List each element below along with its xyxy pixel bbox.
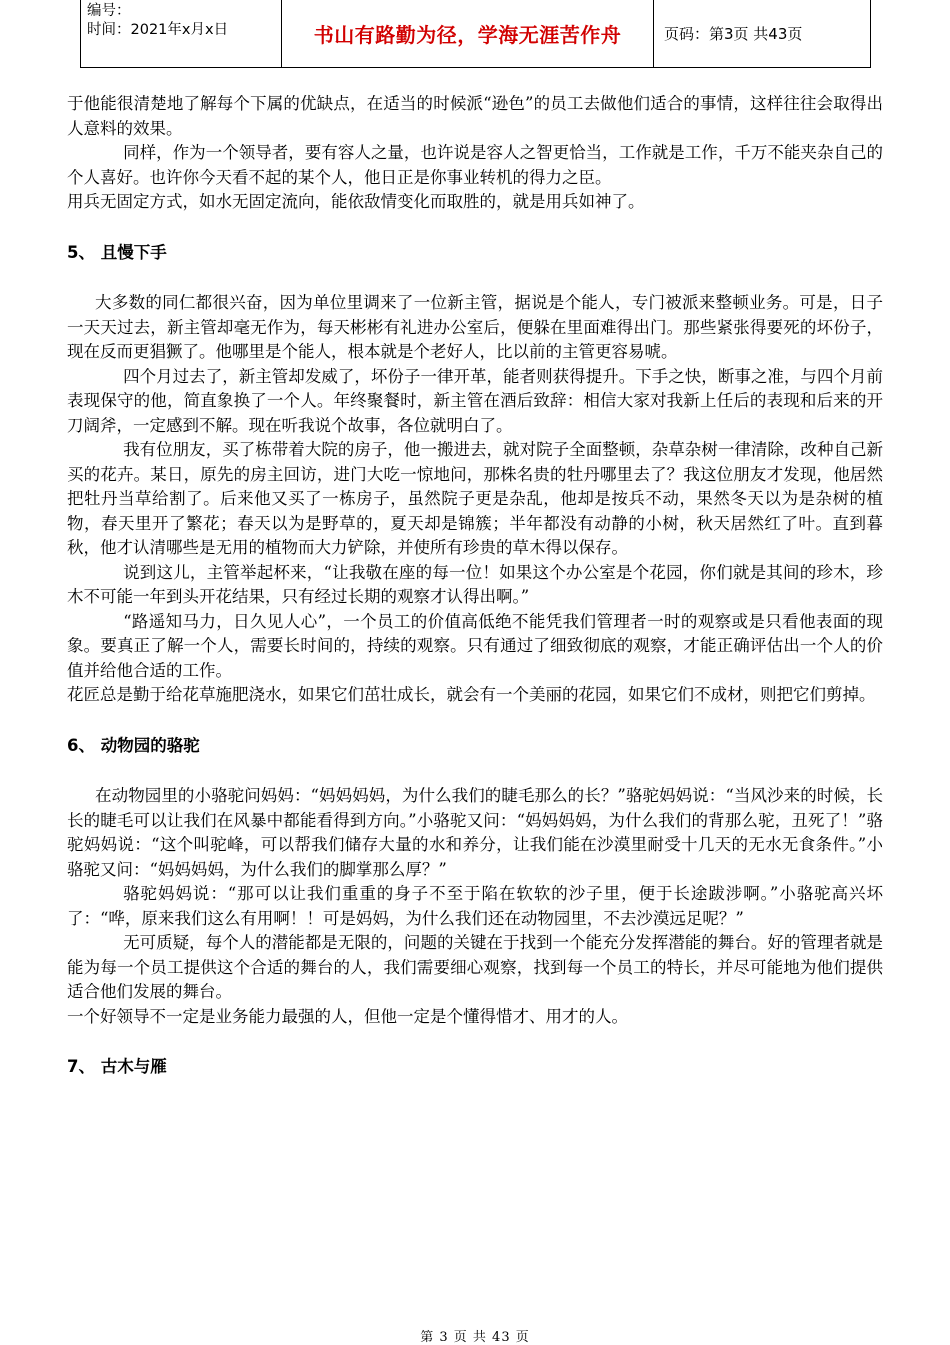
paragraph: 大多数的同仁都很兴奋，因为单位里调来了一位新主管，据说是个能人，专门被派来整顿业务。可是，日子一天天过去，新主管却毫无作为，每天彬彬有礼进办公室后，便躲在里面难得出门。那些紧张得要死的坏份子，现在反而更猖獗了。他哪里是个能人，根本就是个老好人，比以前的主管更容易唬。 <box>67 293 883 361</box>
header-page-info-cell <box>654 0 870 67</box>
number-label: 编号： <box>87 3 131 19</box>
page-info: 页码：第3页 共43页 <box>664 25 803 43</box>
paragraph: 无可质疑，每个人的潜能都是无限的，问题的关键在于找到一个能充分发挥潜能的舞台。好的管理者就是能为每一个员工提供这个合适的舞台的人，我们需要细心观察，找到每一个员工的特长，并尽可能地为他们提供适合他们发展的舞台。 <box>67 933 883 1001</box>
paragraph: 四个月过去了，新主管却发威了，坏份子一律开革，能者则获得提升。下手之快，断事之准，与四个月前表现保守的他，简直象换了一个人。年终聚餐时，新主管在酒后致辞：相信大家对我新上任后的表现和后来的开刀阔斧，一定感到不解。现在听我说个故事，各位就明白了。 <box>67 366 883 435</box>
header-motto-cell <box>282 0 654 67</box>
paragraph: 说到这儿，主管举起杯来，“让我敬在座的每一位！如果这个办公室是个花园，你们就是其间的珍木，珍木不可能一年到头开花结果，只有经过长期的观察才认得出啊。” <box>67 562 883 606</box>
document-body <box>67 92 883 1106</box>
paragraph: 花匠总是勤于给花草施肥浇水，如果它们茁壮成长，就会有一个美丽的花园，如果它们不成材，则把它们剪掉。 <box>67 685 876 704</box>
paragraph: 骆驼妈妈说：“那可以让我们重重的身子不至于陷在软软的沙子里，便于长途跋涉啊。”小骆驼高兴坏了：“哗，原来我们这么有用啊！！可是妈妈，为什么我们还在动物园里，不去沙漠远足呢？” <box>67 884 883 928</box>
section-heading: 5、 且慢下手 <box>67 242 167 262</box>
page-footer: 第 3 页 共 43 页 <box>420 1330 530 1345</box>
time-label: 时间：2021年x月x日 <box>87 22 229 38</box>
section-heading: 6、 动物园的骆驼 <box>67 735 200 755</box>
header-meta <box>81 0 282 67</box>
paragraph: 同样，作为一个领导者，要有容人之量，也许说是容人之智更恰当，工作就是工作，千万不能夹杂自己的个人喜好。也许你今天看不起的某个人，他日正是你事业转机的得力之臣。 <box>67 143 883 187</box>
paragraph: “路遥知马力，日久见人心”，一个员工的价值高低绝不能凭我们管理者一时的观察或是只看他表面的现象。要真正了解一个人，需要长时间的，持续的观察。只有通过了细致彻底的观察，才能正确评估出一个人的价值并给他合适的工作。 <box>67 611 883 680</box>
motto: 书山有路勤为径，学海无涯苦作舟 <box>313 23 622 47</box>
paragraph: 我有位朋友，买了栋带着大院的房子，他一搬进去，就对院子全面整顿，杂草杂树一律清除，改种自己新买的花卉。某日，原先的房主回访，进门大吃一惊地问，那株名贵的牡丹哪里去了？我这位朋友才发现，他居然把牡丹当草给割了。后来他又买了一栋房子，虽然院子更是杂乱，他却是按兵不动，果然冬天以为是杂树的植物，春天里开了繁花；春天以为是野草的，夏天却是锦簇；半年都没有动静的小树，秋天居然红了叶。直到暮秋，他才认清哪些是无用的植物而大力铲除，并使所有珍贵的草木得以保存。 <box>67 440 883 557</box>
paragraph: 用兵无固定方式，如水无固定流向，能依敌情变化而取胜的，就是用兵如神了。 <box>67 192 645 211</box>
paragraph: 一个好领导不一定是业务能力最强的人，但他一定是个懂得惜才、用才的人。 <box>67 1006 628 1026</box>
paragraph: 在动物园里的小骆驼问妈妈：“妈妈妈妈，为什么我们的睫毛那么的长？”骆驼妈妈说：“当风沙来的时候，长长的睫毛可以让我们在风暴中都能看得到方向。”小骆驼又问：“妈妈妈妈，为什么我们的背那么驼，丑死了！”骆驼妈妈说：“这个叫驼峰，可以帮我们储存大量的水和养分，让我们能在沙漠里耐受十几天的无水无食条件。”小骆驼又问：“妈妈妈妈，为什么我们的脚掌那么厚？” <box>67 786 883 879</box>
paragraph: 于他能很清楚地了解每个下属的优缺点，在适当的时候派“逊色”的员工去做他们适合的事情，这样往往会取得出人意料的效果。 <box>67 94 883 138</box>
document-header <box>80 0 871 68</box>
section-heading: 7、 古木与雁 <box>67 1057 167 1076</box>
